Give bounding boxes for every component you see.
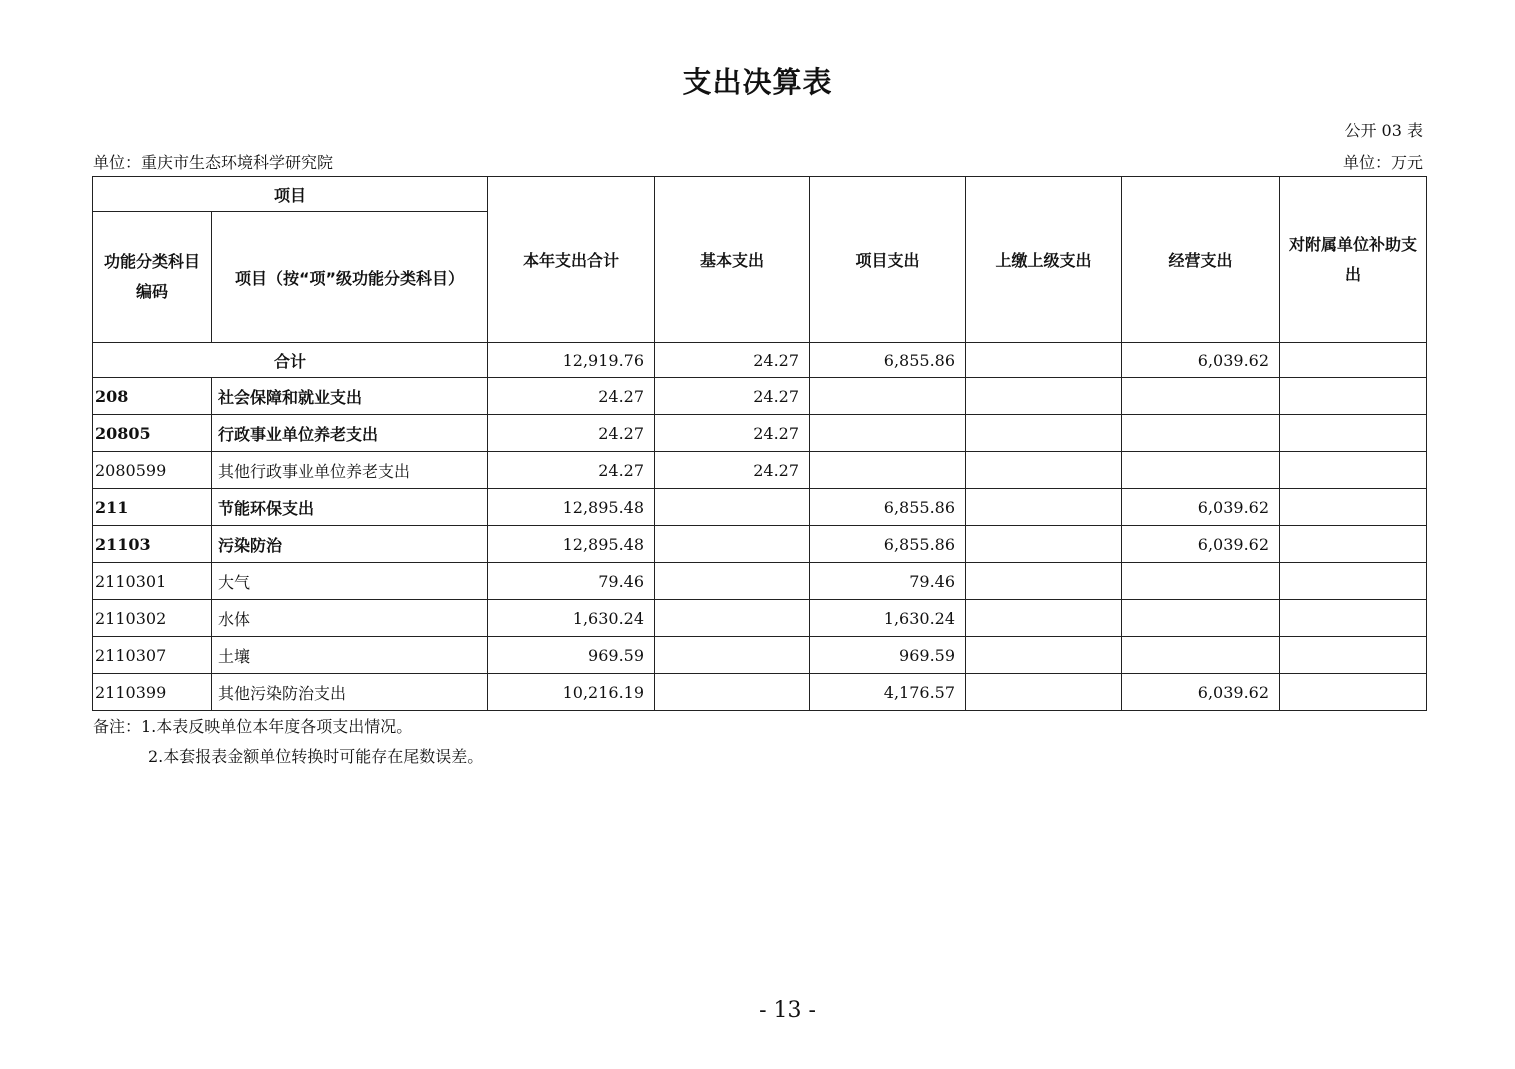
row-business (1122, 637, 1280, 674)
total-cell-basic: 24.27 (655, 343, 810, 378)
table-row (93, 600, 1427, 637)
row-project: 79.46 (810, 563, 966, 600)
notes (93, 712, 483, 772)
row-business (1122, 563, 1280, 600)
total-cell-business: 6,039.62 (1122, 343, 1280, 378)
row-project: 1,630.24 (810, 600, 966, 637)
total-cell-subsidy (1280, 343, 1427, 378)
expenditure-table (92, 176, 1427, 711)
row-subsidy (1280, 489, 1427, 526)
row-business (1122, 600, 1280, 637)
header-subsidy: 对附属单位补助支出 (1280, 177, 1427, 343)
row-business: 6,039.62 (1122, 526, 1280, 563)
row-name: 其他行政事业单位养老支出 (212, 452, 488, 489)
header-item-name: 项目（按“项”级功能分类科目） (212, 212, 488, 343)
row-basic (655, 489, 810, 526)
header-total: 本年支出合计 (488, 177, 655, 343)
row-code: 208 (93, 378, 212, 415)
row-project (810, 378, 966, 415)
row-name: 大气 (212, 563, 488, 600)
row-basic: 24.27 (655, 415, 810, 452)
header-upper: 上缴上级支出 (966, 177, 1122, 343)
row-name: 社会保障和就业支出 (212, 378, 488, 415)
row-upper (966, 489, 1122, 526)
header-func-code: 功能分类科目编码 (93, 212, 212, 343)
note-1: 备注：1.本表反映单位本年度各项支出情况。 (93, 717, 413, 736)
row-subsidy (1280, 674, 1427, 711)
row-name: 水体 (212, 600, 488, 637)
row-total: 24.27 (488, 415, 655, 452)
row-subsidy (1280, 563, 1427, 600)
row-business (1122, 415, 1280, 452)
table-row (93, 674, 1427, 711)
row-total: 12,895.48 (488, 526, 655, 563)
row-total: 12,895.48 (488, 489, 655, 526)
row-total: 1,630.24 (488, 600, 655, 637)
row-name: 其他污染防治支出 (212, 674, 488, 711)
header-business: 经营支出 (1122, 177, 1280, 343)
table-row (93, 563, 1427, 600)
row-total: 79.46 (488, 563, 655, 600)
row-subsidy (1280, 415, 1427, 452)
table-row (93, 489, 1427, 526)
header-project: 项目支出 (810, 177, 966, 343)
row-upper (966, 563, 1122, 600)
table-row (93, 452, 1427, 489)
total-row (93, 343, 1427, 378)
table-row (93, 526, 1427, 563)
row-code: 2080599 (93, 452, 212, 489)
row-basic (655, 637, 810, 674)
row-total: 969.59 (488, 637, 655, 674)
row-business: 6,039.62 (1122, 674, 1280, 711)
total-label: 合计 (93, 343, 488, 378)
row-project: 6,855.86 (810, 526, 966, 563)
header-row-1 (93, 177, 1427, 212)
header-basic: 基本支出 (655, 177, 810, 343)
row-total: 24.27 (488, 378, 655, 415)
reporting-unit: 单位：重庆市生态环境科学研究院 (93, 153, 334, 172)
currency-unit: 单位：万元 (1342, 153, 1423, 172)
row-code: 2110399 (93, 674, 212, 711)
row-upper (966, 637, 1122, 674)
row-upper (966, 452, 1122, 489)
row-basic: 24.27 (655, 452, 810, 489)
row-basic (655, 526, 810, 563)
row-project: 969.59 (810, 637, 966, 674)
row-project (810, 452, 966, 489)
header-item: 项目 (93, 177, 488, 212)
row-business: 6,039.62 (1122, 489, 1280, 526)
table-row (93, 378, 1427, 415)
row-subsidy (1280, 452, 1427, 489)
table-row (93, 637, 1427, 674)
row-code: 20805 (93, 415, 212, 452)
row-project: 6,855.86 (810, 489, 966, 526)
row-code: 211 (93, 489, 212, 526)
row-upper (966, 415, 1122, 452)
row-project: 4,176.57 (810, 674, 966, 711)
row-code: 2110301 (93, 563, 212, 600)
total-cell-total: 12,919.76 (488, 343, 655, 378)
row-subsidy (1280, 378, 1427, 415)
page-title: 支出决算表 (682, 65, 833, 99)
row-name: 节能环保支出 (212, 489, 488, 526)
row-name: 污染防治 (212, 526, 488, 563)
row-upper (966, 600, 1122, 637)
page-number: - 13 - (759, 998, 816, 1023)
row-name: 土壤 (212, 637, 488, 674)
row-subsidy (1280, 600, 1427, 637)
row-upper (966, 378, 1122, 415)
row-subsidy (1280, 526, 1427, 563)
row-name: 行政事业单位养老支出 (212, 415, 488, 452)
note-2: 2.本套报表金额单位转换时可能存在尾数误差。 (148, 747, 484, 766)
row-business (1122, 378, 1280, 415)
row-upper (966, 526, 1122, 563)
row-upper (966, 674, 1122, 711)
row-code: 2110307 (93, 637, 212, 674)
row-code: 21103 (93, 526, 212, 563)
row-subsidy (1280, 637, 1427, 674)
row-code: 2110302 (93, 600, 212, 637)
row-basic (655, 563, 810, 600)
row-total: 10,216.19 (488, 674, 655, 711)
row-business (1122, 452, 1280, 489)
row-basic: 24.27 (655, 378, 810, 415)
table-row (93, 415, 1427, 452)
row-basic (655, 600, 810, 637)
row-project (810, 415, 966, 452)
total-cell-upper (966, 343, 1122, 378)
total-cell-project: 6,855.86 (810, 343, 966, 378)
row-basic (655, 674, 810, 711)
form-number: 公开 03 表 (1344, 121, 1423, 140)
row-total: 24.27 (488, 452, 655, 489)
